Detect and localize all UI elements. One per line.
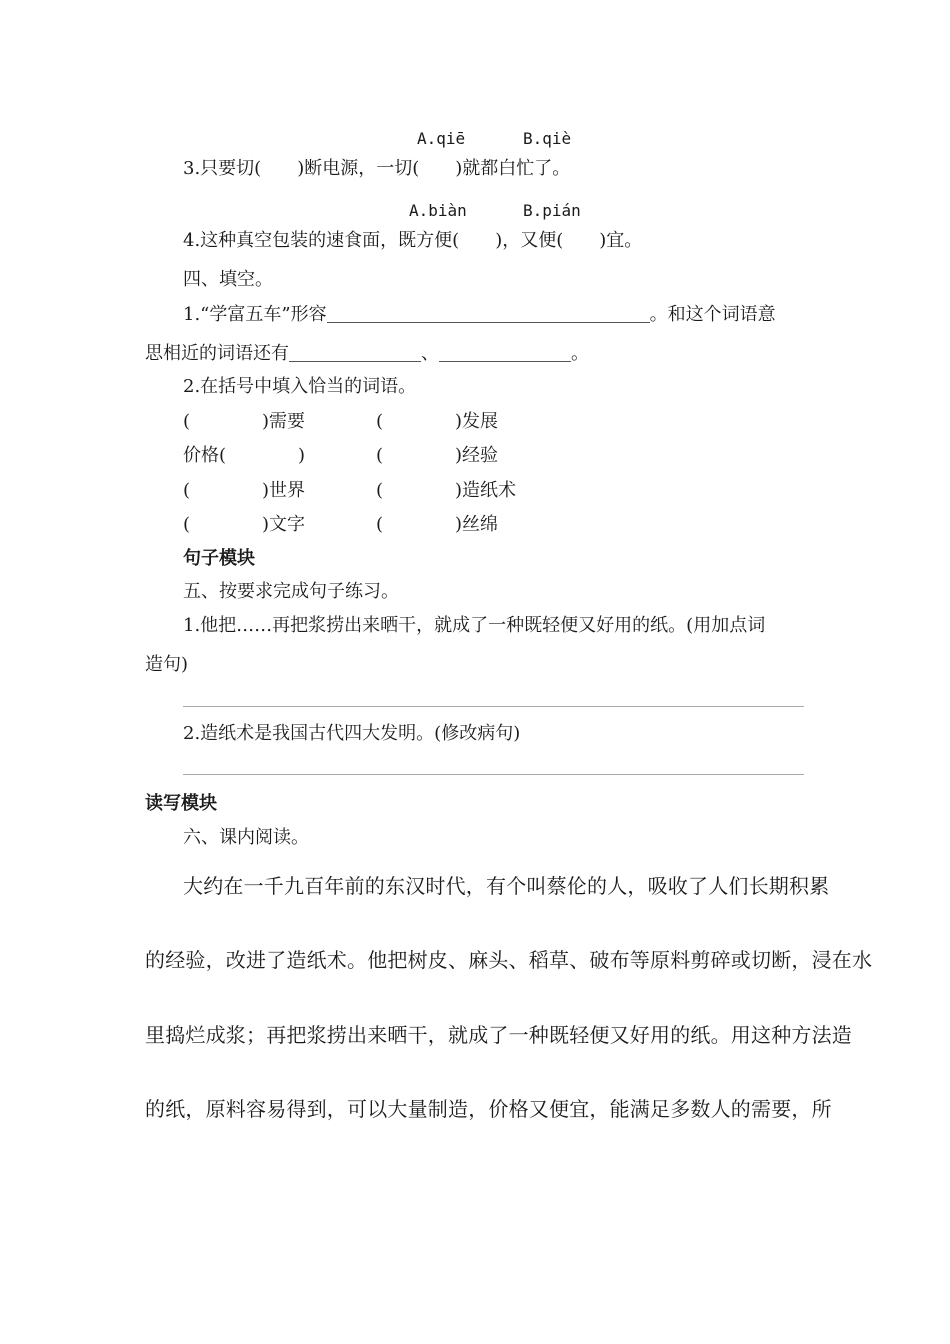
passage-line: 里捣烂成浆；再把浆捞出来晒干，就成了一种既轻便又好用的纸。用这种方法造 [145,1023,852,1047]
question-4: 4.这种真空包装的速食面，既方便( )，又便( )宜。 [183,230,643,251]
grid-cell: ( )发展 [376,411,499,432]
answer-line[interactable] [183,706,804,707]
answer-blank[interactable] [439,343,571,362]
fill-q1-line2 [145,342,589,366]
q3-option-b: B.qiè [523,129,572,148]
answer-blank[interactable] [327,304,650,323]
fill-q1-part1: 1.“学富五车”形容 [183,304,327,325]
reading-module-title: 读写模块 [145,793,217,814]
passage-line: 的经验，改进了造纸术。他把树皮、麻头、稻草、破布等原料剪碎或切断，浸在水 [145,948,873,972]
sentence-q1-line2: 造句) [145,654,189,675]
fill-q1-line1 [183,303,776,327]
fill-q1-line2-text: 思相近的词语还有 [145,343,289,364]
q4-option-b: B.pián [523,201,581,220]
sentence-q2: 2.造纸术是我国古代四大发明。(修改病句) [183,723,521,744]
sentence-q1-line1: 1.他把……再把浆捞出来晒干，就成了一种既轻便又好用的纸。(用加点词 [183,615,766,636]
fill-q1-part2: 。和这个词语意 [649,304,776,325]
grid-cell: ( )世界 [183,480,306,501]
fill-q2-prompt: 2.在括号中填入恰当的词语。 [183,376,417,397]
grid-cell: ( )经验 [376,445,499,466]
grid-cell: ( )文字 [183,514,306,535]
section-6-heading: 六、课内阅读。 [183,827,309,848]
grid-cell: 价格( ) [183,445,306,466]
question-3: 3.只要切( )断电源，一切( )就都白忙了。 [183,158,571,179]
passage-line: 的纸，原料容易得到，可以大量制造，价格又便宜，能满足多数人的需要，所 [145,1097,832,1121]
fill-q1-separator: 、 [421,343,439,364]
grid-cell: ( )丝绵 [376,514,499,535]
section-4-heading: 四、填空。 [183,269,273,290]
answer-blank[interactable] [289,343,421,362]
answer-line[interactable] [183,774,804,775]
q4-option-a: A.biàn [409,201,467,220]
sentence-module-title: 句子模块 [183,548,255,569]
grid-cell: ( )需要 [183,411,306,432]
grid-cell: ( )造纸术 [376,480,517,501]
q3-option-a: A.qiē [417,129,466,148]
fill-q1-end: 。 [571,343,589,364]
section-5-heading: 五、按要求完成句子练习。 [183,581,399,602]
passage-line: 大约在一千九百年前的东汉时代，有个叫蔡伦的人，吸收了人们长期积累 [183,874,830,898]
